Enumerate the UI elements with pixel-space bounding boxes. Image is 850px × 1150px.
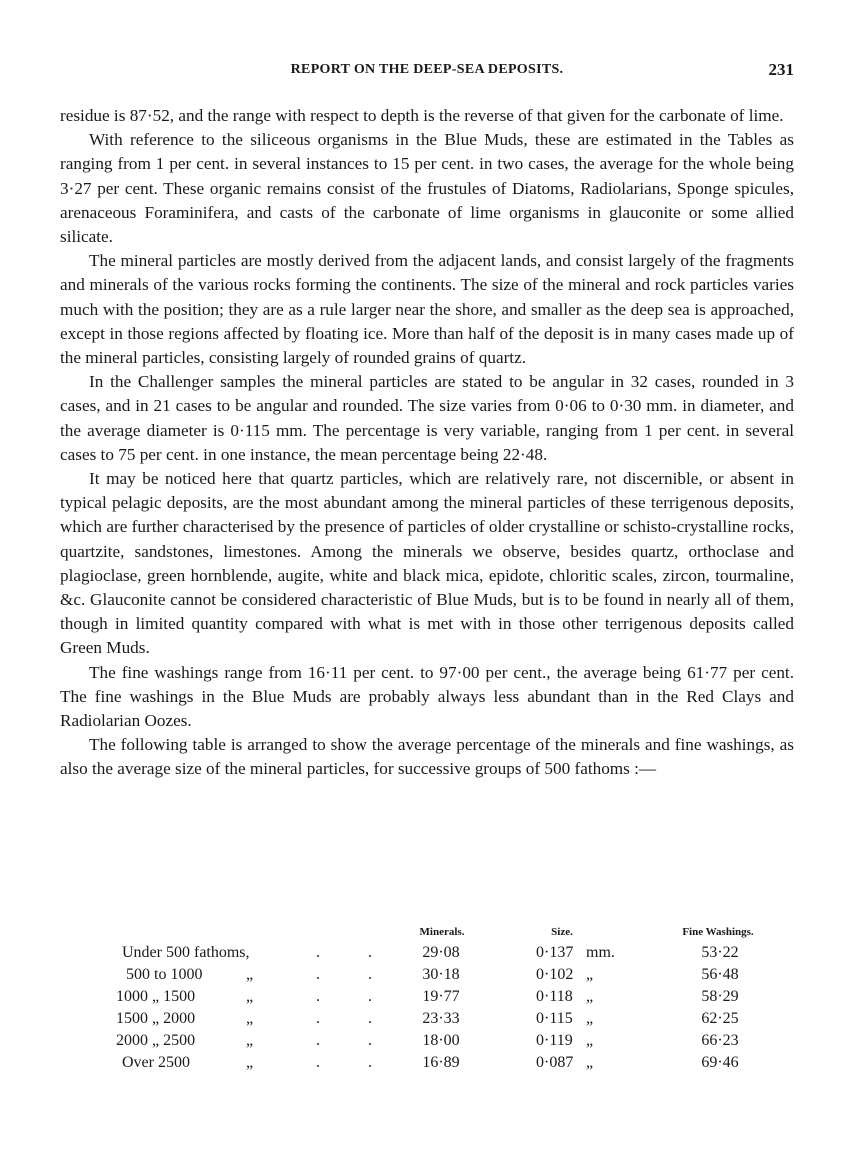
leader-dot: . (368, 966, 372, 983)
body-text (60, 104, 794, 782)
ditto-mark: „ (246, 988, 254, 1005)
header-washings: Fine Washings. (682, 926, 754, 938)
leader-dot: . (368, 1032, 372, 1049)
paragraph: The following table is arranged to show the average percentage of the minerals and fine washings, as also the average size of the mineral particles, for successive groups of 500 fathoms :— (60, 735, 794, 779)
header-size: Size. (551, 926, 573, 938)
leader-dot: . (316, 1010, 320, 1027)
paragraph: In the Challenger samples the mineral particles are stated to be angular in 32 cases, rounded in 3 cases, and in 21 cases to be angular and rounded. The size varies from 0·06 to 0·30 mm. in diameter, and the average diameter is 0·115 mm. The percentage is very variable, ranging from 1 per cent. in several cases to 75 per cent. in one instance, the mean percentage being 22·48. (60, 372, 794, 464)
size-value: 0·118 (536, 988, 573, 1005)
minerals-value: 18·00 (422, 1032, 460, 1049)
leader-dot: . (316, 966, 320, 983)
size-unit: „ (586, 966, 594, 983)
leader-dot: . (368, 944, 372, 961)
minerals-value: 29·08 (422, 944, 460, 961)
page-header (60, 62, 794, 86)
table-row (60, 1032, 794, 1054)
paragraph: The mineral particles are mostly derived from the adjacent lands, and consist largely of the fragments and minerals of the various rocks forming the continents. The size of the mineral and rock particles varies much with the position; they are as a rule larger near the shore, and smaller as the deep sea is approached, except in those regions affected by floating ice. More than half of the deposit is in many cases made up of the mineral particles, consisting largely of rounded grains of quartz. (60, 251, 794, 368)
table-row (60, 966, 794, 988)
minerals-value: 30·18 (422, 966, 460, 983)
size-value: 0·087 (536, 1054, 574, 1071)
ditto-mark: „ (246, 966, 254, 983)
table-row (60, 944, 794, 966)
leader-dot: . (316, 1032, 320, 1049)
size-value: 0·115 (536, 1010, 573, 1027)
ditto-mark: „ (246, 1054, 254, 1071)
size-value: 0·119 (536, 1032, 573, 1049)
size-unit: „ (586, 988, 594, 1005)
paragraph: It may be noticed here that quartz particles, which are relatively rare, not discernible, or absent in typical pelagic deposits, are the most abundant among the mineral particles of these terrigenous deposits, which are further characterised by the presence of particles of older crystalline or schisto-crystalline rocks, quartzite, sandstones, limestones. Among the minerals we observe, besides quartz, orthoclase and plagioclase, green hornblende, augite, white and black mica, epidote, chloritic scales, zircon, tourmaline, &c. Glauconite cannot be considered characteristic of Blue Muds, but is to be found in nearly all of them, though in limited quantity compared with what is met with in those other terrigenous deposits called Green Muds. (60, 469, 794, 658)
leader-dot: . (316, 944, 320, 961)
table-row (60, 988, 794, 1010)
paragraph: With reference to the siliceous organisms in the Blue Muds, these are estimated in the Tables as ranging from 1 per cent. in several instances to 15 per cent. in two cases, the average for the whole being 3·27 per cent. These organic remains consist of the frustules of Diatoms, Radiolarians, Sponge spicules, arenaceous Foraminifera, and casts of the carbonate of lime organisms in glauconite or some allied silicate. (60, 130, 794, 247)
washings-value: 66·23 (701, 1032, 739, 1049)
row-label: 1000 „ 1500 (116, 988, 196, 1005)
leader-dot: . (368, 1054, 372, 1071)
row-label: 2000 „ 2500 (116, 1032, 196, 1049)
washings-value: 58·29 (701, 988, 739, 1005)
leader-dot: . (368, 988, 372, 1005)
size-unit: mm. (586, 944, 615, 961)
row-label: Over 2500 (122, 1054, 190, 1071)
ditto-mark: „ (246, 1010, 254, 1027)
leader-dot: . (368, 1010, 372, 1027)
leader-dot: . (316, 988, 320, 1005)
leader-dot: . (316, 1054, 320, 1071)
washings-value: 53·22 (701, 944, 739, 961)
size-value: 0·102 (536, 966, 574, 983)
row-label: 500 to 1000 (126, 966, 203, 983)
depth-table (60, 926, 794, 1076)
row-label: 1500 „ 2000 (116, 1010, 196, 1027)
washings-value: 56·48 (701, 966, 739, 983)
ditto-mark: „ (246, 1032, 254, 1049)
minerals-value: 16·89 (422, 1054, 460, 1071)
header-minerals: Minerals. (419, 926, 465, 938)
row-label: Under 500 fathoms, (122, 944, 250, 961)
paragraph: residue is 87·52, and the range with respect to depth is the reverse of that given for the carbonate of lime. (60, 106, 784, 125)
size-unit: „ (586, 1032, 594, 1049)
paragraph: The fine washings range from 16·11 per cent. to 97·00 per cent., the average being 61·77 per cent. The fine washings in the Blue Muds are probably always less abundant than in the Red Clays and Radiolarian Oozes. (60, 662, 794, 731)
table-row (60, 1010, 794, 1032)
running-head: REPORT ON THE DEEP-SEA DEPOSITS. (290, 62, 564, 77)
washings-value: 69·46 (701, 1054, 739, 1071)
table-row (60, 1054, 794, 1076)
table-header (60, 926, 794, 944)
minerals-value: 23·33 (422, 1010, 460, 1027)
size-unit: „ (586, 1054, 594, 1071)
minerals-value: 19·77 (422, 988, 460, 1005)
size-value: 0·137 (536, 944, 574, 961)
washings-value: 62·25 (701, 1010, 739, 1027)
page-number: 231 (768, 60, 794, 79)
size-unit: „ (586, 1010, 594, 1027)
